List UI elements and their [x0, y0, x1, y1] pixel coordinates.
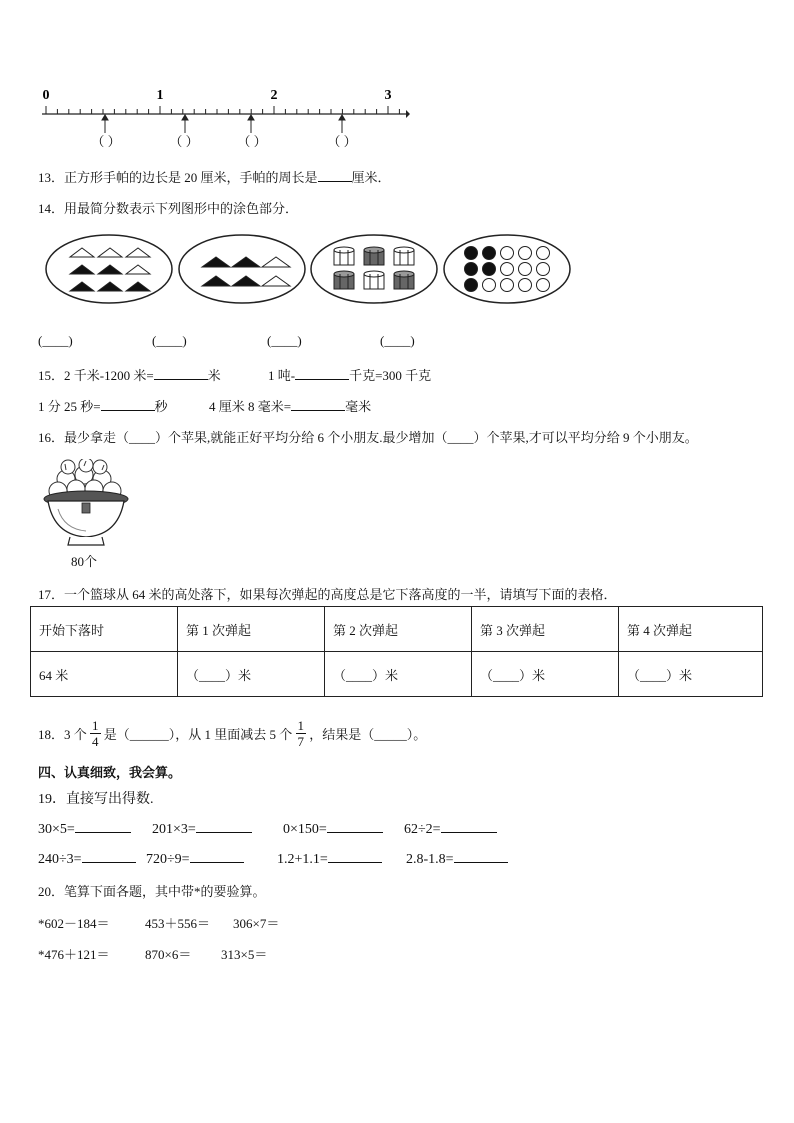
- question-15-line-2-right: [209, 396, 371, 415]
- q19-blank[interactable]: [75, 820, 131, 833]
- q19-row-2-item-4: [406, 850, 508, 868]
- q19-row-2-item-3: [277, 850, 382, 868]
- q20-expr: 453＋556＝: [145, 916, 211, 931]
- question-20-title: 20．笔算下面各题，其中带*的要验算。: [38, 884, 266, 899]
- question-15-line-1-right: [268, 365, 431, 384]
- q15-text-1d: 千克=300 千克: [349, 368, 432, 383]
- number-line-paren-1[interactable]: （ ）: [91, 134, 121, 149]
- table-cell-answer[interactable]: （____）米: [619, 652, 763, 697]
- fraction-denominator: 7: [297, 734, 305, 749]
- q15-text-2d: 毫米: [345, 399, 372, 414]
- q19-expr: 201×3=: [152, 822, 196, 837]
- q19-expr: 1.2+1.1=: [277, 852, 328, 867]
- number-line-label-2: 2: [270, 88, 278, 103]
- number-line-paren-3[interactable]: （ ）: [237, 134, 267, 149]
- table-cell: 64 米: [31, 652, 178, 697]
- table-header-cell: 第 4 次弹起: [619, 607, 763, 652]
- number-line: [38, 84, 410, 154]
- number-line-label-0: 0: [42, 88, 50, 103]
- table-cell-answer[interactable]: （____）米: [178, 652, 325, 697]
- q19-row-1: [38, 820, 131, 838]
- q20-expr: *602－184＝: [38, 916, 110, 931]
- table-header-cell: 第 2 次弹起: [325, 607, 472, 652]
- q13-text-a: 13．正方形手帕的边长是 20 厘米，手帕的周长是: [38, 170, 318, 185]
- q19-blank[interactable]: [454, 850, 508, 863]
- figure-1-triangles: [70, 248, 150, 291]
- q15-text-2c: 4 厘米 8 毫米=: [209, 399, 292, 414]
- q18-fraction-1: [90, 718, 101, 749]
- q13-text-b: 厘米．: [351, 170, 391, 185]
- table-cell-answer[interactable]: （____）米: [472, 652, 619, 697]
- q15-blank-3[interactable]: [101, 398, 155, 411]
- question-15-line-1: [38, 365, 221, 384]
- number-line-label-1: 1: [156, 88, 164, 103]
- number-line-paren-4[interactable]: （ ）: [327, 134, 357, 149]
- fraction-numerator: 1: [297, 718, 305, 733]
- q19-blank[interactable]: [196, 820, 252, 833]
- q19-expr: 62÷2=: [404, 822, 441, 837]
- number-line-label-3: 3: [384, 88, 392, 103]
- table-header-cell: 第 3 次弹起: [472, 607, 619, 652]
- q19-row-2-item-2: [146, 850, 244, 868]
- q19-expr: 240÷3=: [38, 852, 82, 867]
- question-18: [38, 718, 426, 749]
- q18-text-a: 18．3 个: [38, 727, 87, 742]
- bounce-table: [30, 606, 763, 697]
- q19-blank[interactable]: [82, 850, 136, 863]
- fraction-numerator: 1: [92, 718, 99, 733]
- q19-blank[interactable]: [327, 820, 383, 833]
- question-15-line-2: [38, 396, 168, 415]
- q19-expr: 30×5=: [38, 822, 75, 837]
- q19-expr: 720÷9=: [146, 852, 190, 867]
- q15-text-2a: 1 分 25 秒=: [38, 399, 101, 414]
- q15-text-1c: 1 吨-: [268, 368, 296, 383]
- q14-answer-2[interactable]: (____): [152, 333, 187, 348]
- q15-blank-2[interactable]: [295, 367, 349, 380]
- question-14-text: 14．用最简分数表示下列图形中的涂色部分．: [38, 201, 299, 216]
- question-19-title: 19．直接写出得数.: [38, 792, 154, 807]
- figure-4-circles: [465, 247, 550, 292]
- q19-blank[interactable]: [190, 850, 244, 863]
- table-row: [31, 652, 763, 697]
- q14-answer-1[interactable]: (____): [38, 333, 73, 348]
- q19-blank[interactable]: [328, 850, 382, 863]
- q18-fraction-2: [296, 718, 307, 749]
- q20-expr: 313×5＝: [221, 947, 268, 962]
- q15-text-2b: 秒: [154, 399, 168, 414]
- q19-expr: 2.8-1.8=: [406, 852, 454, 867]
- table-header-row: [31, 607, 763, 652]
- table-cell-answer[interactable]: （____）米: [325, 652, 472, 697]
- table-header-cell: 开始下落时: [31, 607, 178, 652]
- question-17-text: 17．一个篮球从 64 米的高处落下，如果每次弹起的高度总是它下落高度的一半，请填写下面的表格．: [38, 587, 617, 602]
- figure-3-cylinders: [334, 247, 414, 289]
- q20-expr: *476＋121＝: [38, 947, 110, 962]
- number-line-paren-2[interactable]: （ ）: [169, 134, 199, 149]
- section-heading: 四、认真细致，我会算。: [38, 765, 182, 780]
- apple-basket-icon: [40, 459, 132, 551]
- q19-row-2: [38, 850, 136, 868]
- q20-expr: 306×7＝: [233, 916, 280, 931]
- q14-answer-3[interactable]: (____): [267, 333, 302, 348]
- q15-text-1a: 15．2 千米-1200 米=: [38, 368, 154, 383]
- q19-blank[interactable]: [441, 820, 497, 833]
- question-13: [38, 167, 391, 186]
- q15-blank-1[interactable]: [154, 367, 208, 380]
- q18-text-b: 是（______），从 1 里面减去 5 个: [103, 727, 293, 742]
- q19-row-1-item-4: [404, 820, 497, 838]
- table-header-cell: 第 1 次弹起: [178, 607, 325, 652]
- q19-row-1-item-2: [152, 820, 252, 838]
- q15-blank-4[interactable]: [291, 398, 345, 411]
- q14-answer-4[interactable]: (____): [380, 333, 415, 348]
- fraction-denominator: 4: [92, 734, 99, 749]
- basket-label: 80个: [71, 554, 98, 569]
- q13-answer-blank[interactable]: [318, 169, 352, 182]
- q19-row-1-item-3: [283, 820, 383, 838]
- figure-2-triangles: [202, 257, 290, 286]
- q15-text-1b: 米: [207, 368, 221, 383]
- q19-expr: 0×150=: [283, 822, 327, 837]
- q20-expr: 870×6＝: [145, 947, 192, 962]
- q18-text-c: ，结果是（_____）。: [309, 727, 427, 742]
- q14-figures: [44, 233, 576, 305]
- question-16-text: 16．最少拿走（____）个苹果,就能正好平均分给 6 个小朋友.最少增加（____）个苹果,才可以平均分给 9 个小朋友。: [38, 430, 698, 445]
